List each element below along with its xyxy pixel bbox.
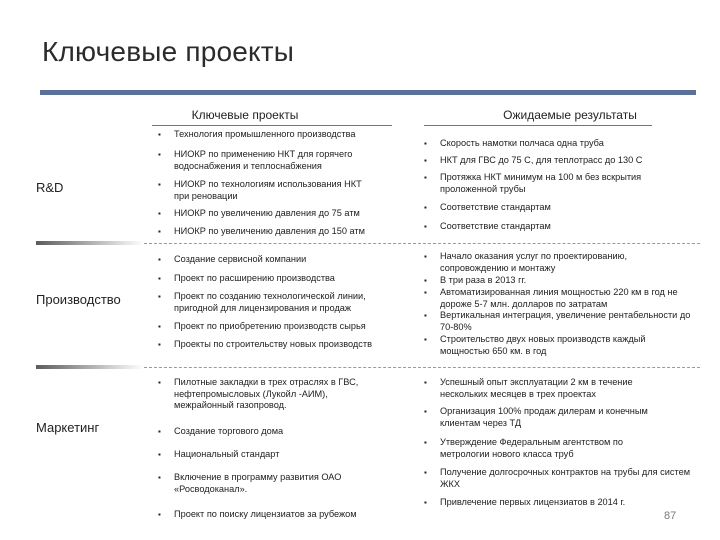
projects-header-rule (152, 125, 392, 126)
section-divider (144, 367, 700, 368)
section-divider-bar (36, 365, 144, 369)
section-divider-bar (36, 241, 144, 245)
results-header-rule (424, 125, 652, 126)
section-label-rnd: R&D (36, 180, 64, 195)
results-column-header: Ожидаемые результаты (503, 108, 637, 122)
section-label-marketing: Маркетинг (36, 420, 100, 435)
title-underline (40, 90, 696, 95)
section-label-production: Производство (36, 292, 121, 307)
slide-title: Ключевые проекты (42, 36, 295, 67)
projects-column-header: Ключевые проекты (191, 108, 299, 122)
section-divider (144, 243, 700, 244)
page-number: 87 (664, 510, 677, 522)
